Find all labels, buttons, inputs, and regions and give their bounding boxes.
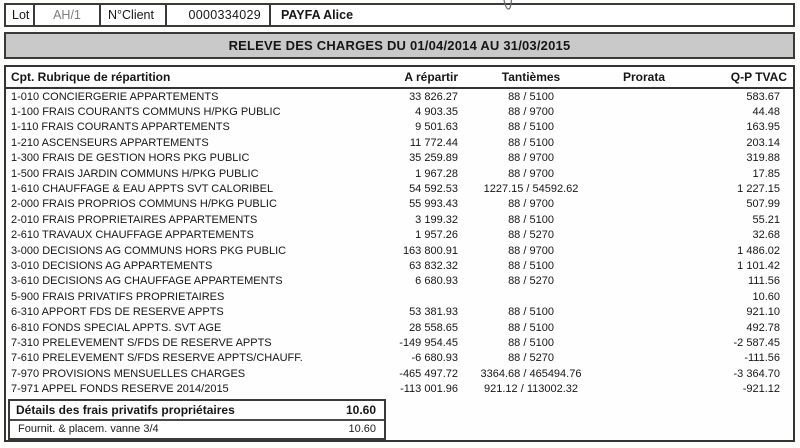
lot-label: Lot (4, 3, 35, 27)
col-rubrique-header: Cpt. Rubrique de répartition (11, 70, 171, 84)
cell-qptvac: 55.21 (752, 213, 780, 226)
cell-qptvac: -921.12 (742, 383, 780, 396)
cell-repartir: -465 497.72 (399, 367, 458, 380)
private-expenses-header (10, 401, 384, 421)
cell-repartir: 33 826.27 (409, 90, 458, 103)
col-repartir-header: A répartir (404, 70, 458, 84)
cell-rubrique: 3-010 DECISIONS AG APPARTEMENTS (11, 259, 213, 272)
cell-qptvac: 921.10 (746, 306, 780, 319)
cell-tantiemes: 88 / 9700 (508, 152, 554, 165)
cell-qptvac: 32.68 (752, 229, 780, 242)
private-expense-value: 10.60 (348, 422, 376, 435)
cell-qptvac: 111.56 (747, 275, 780, 288)
charge-row (6, 274, 793, 289)
cell-rubrique: 5-900 FRAIS PRIVATIFS PROPRIETAIRES (11, 290, 225, 303)
statement-title-banner (4, 32, 795, 59)
private-expenses-total: 10.60 (345, 402, 376, 417)
cell-repartir: 28 558.65 (409, 321, 458, 334)
client-name: PAYFA Alice (269, 3, 795, 27)
cell-rubrique: 7-310 PRELEVEMENT S/FDS DE RESERVE APPTS (11, 336, 272, 349)
charge-row (6, 135, 793, 150)
cell-tantiemes: 1227.15 / 54592.62 (483, 183, 579, 196)
cell-rubrique: 6-810 FONDS SPECIAL APPTS. SVT AGE (11, 321, 222, 334)
cell-repartir: 1 957.26 (415, 229, 458, 242)
cell-rubrique: 1-500 FRAIS JARDIN COMMUNS H/PKG PUBLIC (11, 167, 259, 180)
cell-tantiemes: 88 / 5100 (508, 306, 554, 319)
col-prorata-header: Prorata (622, 70, 666, 84)
charge-row (6, 166, 793, 181)
private-expenses-box (8, 399, 386, 440)
cell-tantiemes: 88 / 9700 (508, 167, 554, 180)
charge-row (6, 151, 793, 166)
cell-rubrique: 3-000 DECISIONS AG COMMUNS HORS PKG PUBLIC (11, 244, 287, 257)
charges-rows (6, 89, 793, 397)
cell-tantiemes: 88 / 5100 (508, 321, 554, 334)
cell-repartir: -149 954.45 (399, 336, 458, 349)
charge-row (6, 335, 793, 350)
cell-rubrique: 3-610 DECISIONS AG CHAUFFAGE APPARTEMENTS (11, 275, 283, 288)
cell-rubrique: 1-100 FRAIS COURANTS COMMUNS H/PKG PUBLIC (11, 106, 281, 119)
cell-repartir: 1 967.28 (415, 167, 458, 180)
cell-qptvac: -111.56 (744, 352, 780, 365)
cell-tantiemes: 88 / 5100 (508, 121, 554, 134)
charges-table-header (6, 67, 793, 89)
cell-qptvac: 203.14 (746, 136, 780, 149)
client-label: N°Client (99, 3, 167, 27)
cell-rubrique: 1-010 CONCIERGERIE APPARTEMENTS (11, 90, 219, 103)
cell-tantiemes: 88 / 5100 (508, 336, 554, 349)
cell-repartir: 63 832.32 (409, 259, 458, 272)
cell-tantiemes: 88 / 5100 (508, 213, 554, 226)
lot-value: AH/1 (33, 3, 101, 27)
cell-tantiemes: 88 / 5270 (508, 352, 554, 365)
cell-rubrique: 7-970 PROVISIONS MENSUELLES CHARGES (11, 367, 246, 380)
cell-repartir: 9 501.63 (415, 121, 458, 134)
cell-repartir: -113 001.96 (400, 383, 458, 396)
charge-row (6, 366, 793, 381)
cell-repartir: 11 772.44 (409, 136, 458, 149)
cell-rubrique: 1-210 ASCENSEURS APPARTEMENTS (11, 136, 209, 149)
cell-tantiemes: 921.12 / 113002.32 (484, 383, 578, 396)
cell-tantiemes: 88 / 5100 (508, 90, 554, 103)
cell-repartir: 6 680.93 (415, 275, 458, 288)
charges-table (4, 65, 795, 442)
charge-row (6, 258, 793, 273)
cell-qptvac: 163.95 (746, 121, 780, 134)
charge-row (6, 381, 793, 396)
cell-repartir: -6 680.93 (411, 352, 458, 365)
cell-tantiemes: 88 / 5270 (508, 229, 554, 242)
cell-qptvac: 1 101.42 (737, 259, 780, 272)
private-expense-row (10, 421, 384, 438)
private-expenses-title: Détails des frais privatifs propriétaires (16, 402, 235, 417)
cell-rubrique: 6-310 APPORT FDS DE RESERVE APPTS (11, 306, 224, 319)
cell-tantiemes: 88 / 9700 (508, 106, 554, 119)
cell-repartir: 3 199.32 (415, 213, 458, 226)
cell-rubrique: 1-300 FRAIS DE GESTION HORS PKG PUBLIC (11, 152, 250, 165)
cell-tantiemes: 88 / 5100 (508, 259, 554, 272)
cell-rubrique: 2-610 TRAVAUX CHAUFFAGE APPARTEMENTS (11, 229, 254, 242)
cell-qptvac: 17.85 (752, 167, 780, 180)
charge-row (6, 181, 793, 196)
cell-tantiemes: 88 / 5100 (508, 136, 554, 149)
cell-qptvac: 492.78 (746, 321, 780, 334)
cell-qptvac: 507.99 (746, 198, 780, 211)
cell-rubrique: 7-610 PRELEVEMENT S/FDS RESERVE APPTS/CHAUFF. (11, 352, 303, 365)
charge-row (6, 228, 793, 243)
cell-qptvac: 44.48 (752, 106, 780, 119)
cell-rubrique: 1-110 FRAIS COURANTS APPARTEMENTS (11, 121, 230, 134)
private-expenses-rows (10, 421, 384, 438)
charge-row (6, 243, 793, 258)
cell-qptvac: -2 587.45 (733, 336, 780, 349)
charge-row (6, 197, 793, 212)
cell-tantiemes: 88 / 9700 (508, 244, 554, 257)
cell-repartir: 54 592.53 (409, 183, 458, 196)
cell-repartir: 4 903.35 (415, 106, 458, 119)
cell-tantiemes: 3364.68 / 465494.76 (480, 367, 582, 380)
cell-tantiemes: 88 / 5270 (508, 275, 554, 288)
cell-rubrique: 2-000 FRAIS PROPRIOS COMMUNS H/PKG PUBLIC (11, 198, 277, 211)
client-number: 0000334029 (165, 3, 271, 27)
cell-qptvac: 319.88 (746, 152, 780, 165)
statement-title: RELEVE DES CHARGES DU 01/04/2014 AU 31/03/2015 (228, 38, 571, 53)
cell-qptvac: 1 227.15 (737, 183, 780, 196)
col-qptvac-header: Q-P TVAC (730, 70, 787, 84)
cell-repartir: 35 259.89 (409, 152, 458, 165)
cell-tantiemes: 88 / 9700 (508, 198, 554, 211)
private-expense-label: Fournit. & placem. vanne 3/4 (18, 422, 159, 435)
pen-tick-mark (502, 0, 516, 11)
cell-qptvac: 1 486.02 (737, 244, 780, 257)
identity-strip (4, 3, 795, 27)
cell-rubrique: 7-971 APPEL FONDS RESERVE 2014/2015 (11, 383, 229, 396)
cell-repartir: 163 800.91 (402, 244, 458, 257)
cell-qptvac: -3 364.70 (733, 367, 780, 380)
charge-row (6, 120, 793, 135)
cell-rubrique: 1-610 CHAUFFAGE & EAU APPTS SVT CALORIBEL (11, 183, 274, 196)
cell-qptvac: 583.67 (746, 90, 780, 103)
charge-row (6, 89, 793, 104)
charge-row (6, 304, 793, 319)
cell-rubrique: 2-010 FRAIS PROPRIETAIRES APPARTEMENTS (11, 213, 258, 226)
cell-repartir: 53 381.93 (409, 306, 458, 319)
charge-row (6, 289, 793, 304)
charge-row (6, 320, 793, 335)
cell-qptvac: 10.60 (752, 290, 780, 303)
charge-row (6, 212, 793, 227)
cell-repartir: 55 993.43 (409, 198, 458, 211)
charge-row (6, 351, 793, 366)
col-tantiemes-header: Tantièmes (501, 70, 561, 84)
charge-row (6, 104, 793, 119)
